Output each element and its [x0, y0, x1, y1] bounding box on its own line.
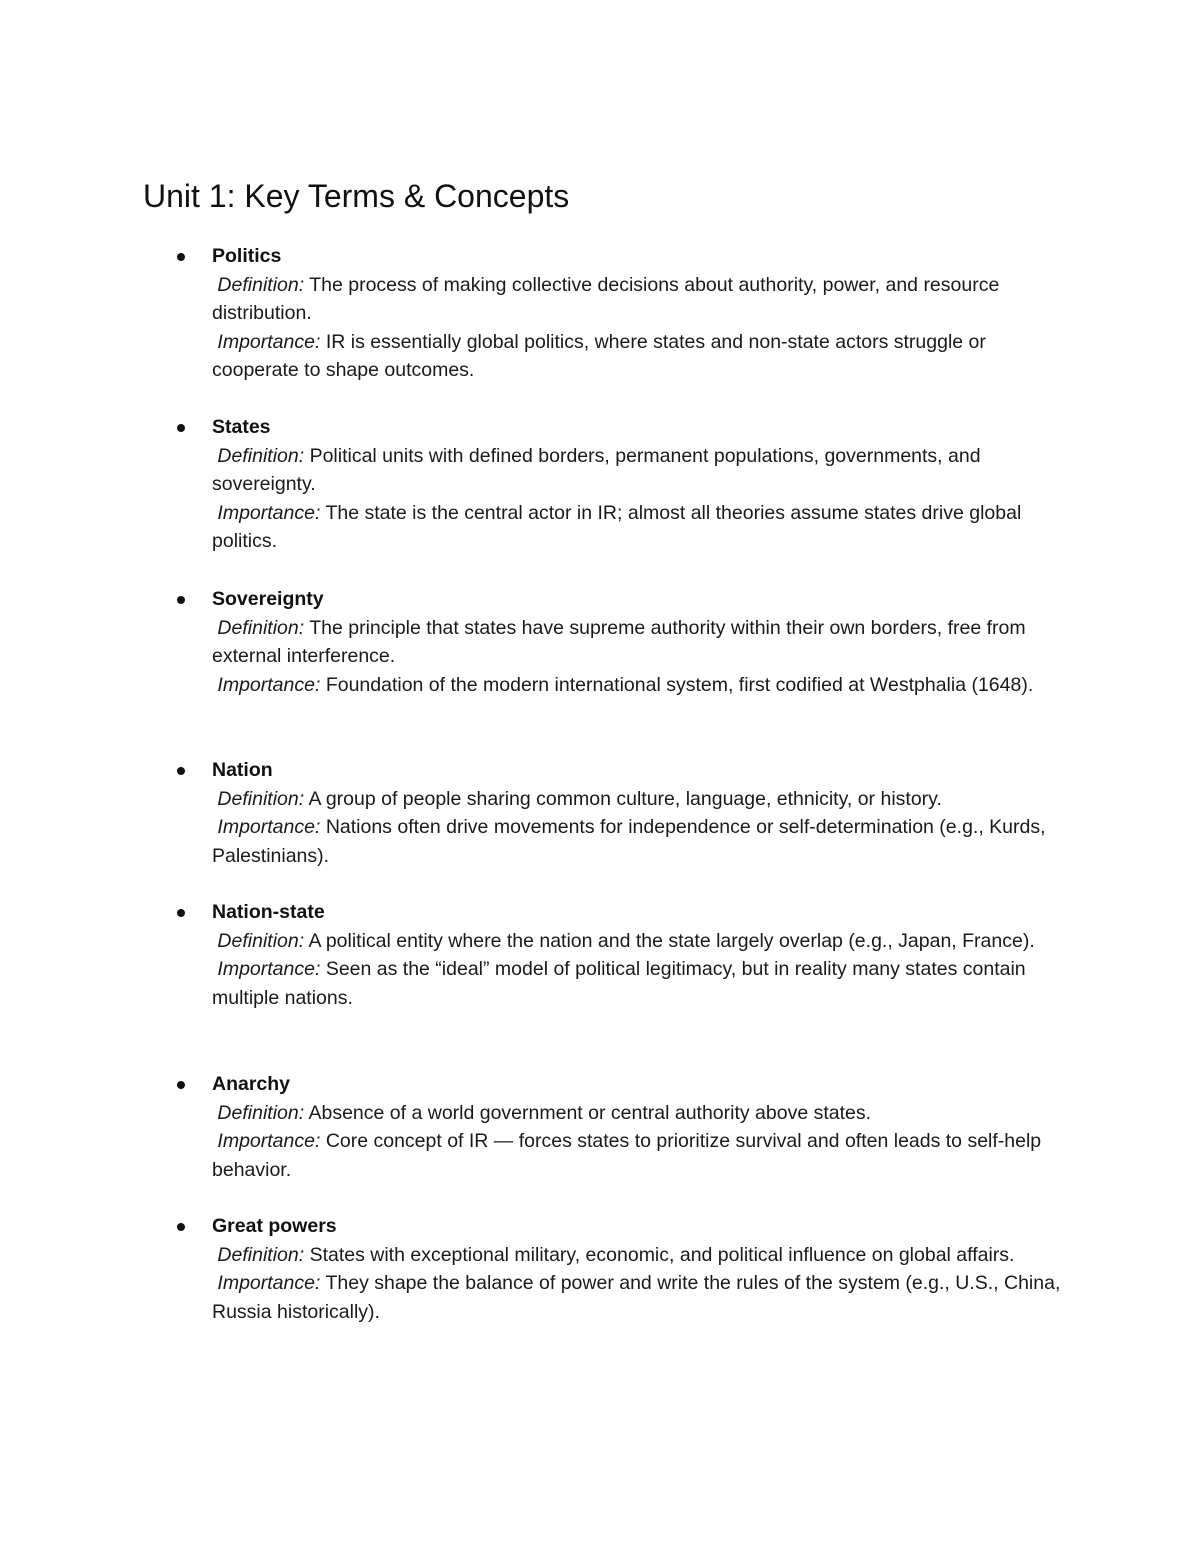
term-item-politics: [212, 242, 1062, 385]
importance-text: Core concept of IR — forces states to prioritize survival and often leads to self-help behavior.: [212, 1130, 1042, 1181]
term-importance: [212, 671, 1062, 700]
term-definition: [212, 614, 1062, 671]
term-definition: [212, 271, 1062, 328]
term-item-states: [212, 413, 1062, 556]
term-definition: [212, 442, 1062, 499]
term-importance: [212, 499, 1062, 556]
term-importance: [212, 955, 1062, 1012]
bullet-icon: [177, 1081, 185, 1089]
definition-label: Definition:: [217, 616, 305, 639]
definition-text: The process of making collective decisions about authority, power, and resource distribution.: [212, 273, 1000, 325]
importance-text: IR is essentially global politics, where states and non-state actors struggle or cooperate to shape outcomes.: [212, 330, 986, 382]
definition-text: Political units with defined borders, permanent populations, governments, and sovereignty.: [212, 444, 981, 496]
importance-text: Nations often drive movements for independence or self-determination (e.g., Kurds, Palestinians).: [212, 816, 1046, 867]
bullet-icon: [177, 424, 185, 432]
bullet-icon: [177, 596, 185, 604]
definition-label: Definition:: [217, 1101, 305, 1124]
definition-label: Definition:: [217, 929, 305, 952]
term-name: States: [212, 416, 271, 438]
definition-text: States with exceptional military, economic, and political influence on global affairs.: [309, 1243, 1015, 1266]
importance-label: Importance:: [217, 1130, 321, 1153]
term-importance: [212, 813, 1062, 870]
term-definition: [212, 1099, 1062, 1128]
bullet-icon: [177, 253, 185, 261]
bullet-icon: [177, 1223, 185, 1231]
term-definition: [212, 1241, 1062, 1270]
term-definition: [212, 927, 1062, 956]
term-name: Great powers: [212, 1215, 337, 1237]
term-name: Nation-state: [212, 901, 325, 923]
term-importance: [212, 1127, 1062, 1184]
importance-text: Foundation of the modern international system, first codified at Westphalia (1648).: [325, 673, 1034, 696]
term-importance: [212, 1269, 1062, 1326]
importance-text: Seen as the “ideal” model of political legitimacy, but in reality many states contain multiple nations.: [212, 958, 1026, 1009]
importance-label: Importance:: [217, 330, 321, 353]
importance-label: Importance:: [217, 816, 321, 839]
document-title: Unit 1: Key Terms & Concepts: [143, 178, 570, 214]
definition-text: The principle that states have supreme authority within their own borders, free from external interference.: [212, 616, 1026, 668]
term-importance: [212, 328, 1062, 385]
definition-text: Absence of a world government or central authority above states.: [308, 1101, 872, 1124]
definition-label: Definition:: [217, 1243, 305, 1266]
definition-label: Definition:: [217, 273, 305, 296]
term-item-nation-state: [212, 898, 1062, 1012]
term-item-sovereignty: [212, 585, 1062, 699]
term-name: Politics: [212, 245, 282, 267]
definition-label: Definition:: [217, 444, 305, 467]
importance-label: Importance:: [217, 958, 321, 981]
term-name: Sovereignty: [212, 588, 324, 610]
term-definition: [212, 785, 1062, 814]
importance-text: The state is the central actor in IR; almost all theories assume states drive global politics.: [212, 501, 1022, 553]
term-item-nation: [212, 756, 1062, 870]
term-name: Nation: [212, 759, 273, 781]
importance-text: They shape the balance of power and write the rules of the system (e.g., U.S., China, Russia historically).: [212, 1272, 1061, 1323]
bullet-icon: [177, 767, 185, 775]
term-item-anarchy: [212, 1070, 1062, 1184]
term-name: Anarchy: [212, 1073, 291, 1095]
importance-label: Importance:: [217, 501, 321, 524]
definition-text: A group of people sharing common culture, language, ethnicity, or history.: [308, 787, 942, 810]
definition-text: A political entity where the nation and the state largely overlap (e.g., Japan, France).: [308, 929, 1035, 952]
definition-label: Definition:: [217, 787, 305, 810]
term-item-great-powers: [212, 1212, 1062, 1326]
importance-label: Importance:: [217, 673, 321, 696]
bullet-icon: [177, 909, 185, 917]
importance-label: Importance:: [217, 1272, 321, 1295]
